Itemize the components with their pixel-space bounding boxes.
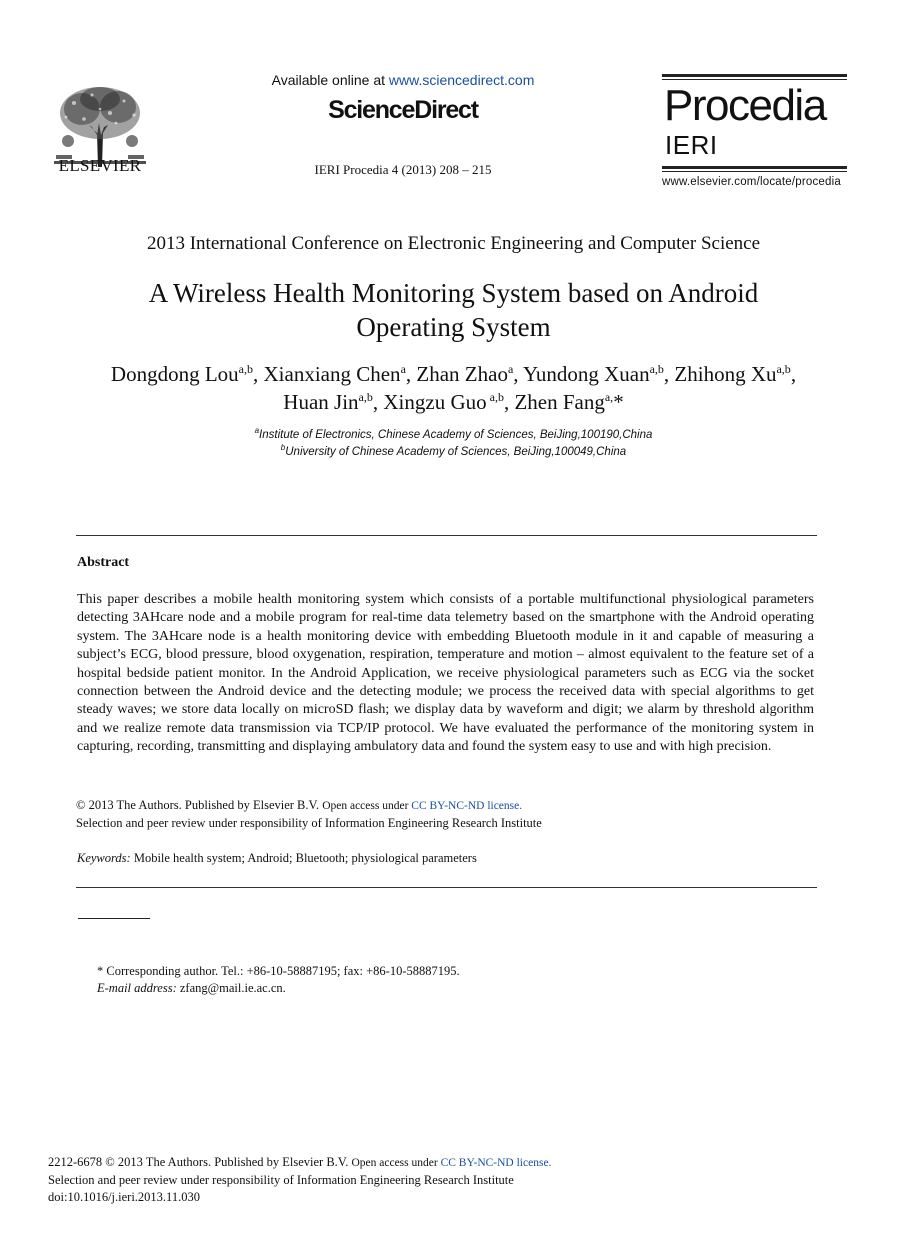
affiliation: $^a$Institute of Electronics, Chinese Academy of Sciences, BeiJing,100190,China	[254, 426, 653, 441]
paper-title	[90, 276, 817, 344]
available-prefix: Available online at	[271, 72, 389, 88]
issn-copyright: 2212-6678 © 2013 The Authors. Published by Elsevier B.V.	[48, 1155, 352, 1169]
divider	[76, 535, 817, 536]
copyright-notice	[76, 797, 816, 832]
ieri-logo-text: IERI	[665, 130, 718, 160]
footnote-contact: * Corresponding author. Tel.: +86-10-58887195; fax: +86-10-58887195.	[97, 964, 460, 978]
affiliations	[0, 427, 907, 461]
peer-review-text: Selection and peer review under responsibility of Information Engineering Research Institute	[76, 816, 542, 830]
keywords-text: Mobile health system; Android; Bluetooth; physiological parameters	[130, 851, 477, 865]
author: Zhan Zhao$^a$,	[416, 362, 523, 386]
abstract-text: This paper describes a mobile health monitoring system which consists of a portable multifunctional physiological parameters detecting 3AHcare node and a mobile program for real-time data telemetry based on the smartphone with the Android operating system. The 3AHcare node is a health monitoring device with embedding Bluetooth module in it and capable of measuring a subject’s ECG, blood pressure, blood oxygenation, respiration, temperature and motion – almost equivalent to the feature set of a hospital bedside patient monitor. In the Android Application, we receive physiological parameters such as ECG via the socket connection between the Android device and the detecting module; we process the received data with special algorithms to get steady waves; we store data locally on microSD flash; we display data by waveform and digit; we alarm by threshold algorithm and we realize remote data transmission via TCP/IP protocol. We have evaluated the performance of the monitoring system in capturing, recording, transmitting and displaying ambulatory data and found the system easy to use and with high precision.	[77, 592, 814, 755]
title-line-1: A Wireless Health Monitoring System based on Android	[148, 278, 759, 308]
footer-license-link[interactable]: CC BY-NC-ND license.	[440, 1157, 552, 1169]
footer-peer-review: Selection and peer review under responsibility of Information Engineering Research Institute	[48, 1173, 514, 1187]
author: Zhihong Xu$^{a,b}$,	[674, 362, 797, 386]
footnote-divider	[78, 918, 150, 919]
corresponding-author-footnote	[97, 963, 460, 996]
author: Huan Jin$^{a,b}$,	[283, 390, 384, 414]
affiliation: $^b$University of Chinese Academy of Sciences, BeiJing,100049,China	[280, 443, 627, 458]
author: Yundong Xuan$^{a,b}$,	[523, 362, 675, 386]
conference-name: 2013 International Conference on Electronic Engineering and Computer Science	[146, 233, 761, 254]
author: Dongdong Lou$^{a,b}$,	[110, 362, 264, 386]
procedia-logo	[662, 74, 847, 194]
abstract-heading: Abstract	[77, 555, 130, 570]
journal-url[interactable]: www.elsevier.com/locate/procedia	[662, 176, 841, 188]
author-list	[60, 360, 847, 416]
page-footer	[48, 1154, 868, 1206]
author: Xianxiang Chen$^a$,	[263, 362, 417, 386]
author: Xingzu Guo $^{a,b}$,	[383, 390, 515, 414]
publisher-name: ELSEVIER	[58, 156, 142, 175]
title-line-2: Operating System	[356, 312, 551, 342]
doi[interactable]: doi:10.1016/j.ieri.2013.11.030	[48, 1190, 200, 1204]
divider	[76, 887, 817, 888]
keywords-label: Keywords:	[77, 851, 131, 865]
footer-open-access: Open access under	[351, 1157, 441, 1169]
sciencedirect-logo: ScienceDirect	[328, 96, 478, 124]
open-access-text: Open access under	[322, 800, 412, 812]
copyright-text: © 2013 The Authors. Published by Elsevier B.V.	[76, 798, 323, 812]
sciencedirect-link[interactable]: www.sciencedirect.com	[388, 72, 535, 88]
available-online	[200, 72, 606, 88]
email-address[interactable]: zfang@mail.ie.ac.cn.	[176, 980, 286, 995]
license-link[interactable]: CC BY-NC-ND license.	[411, 800, 523, 812]
journal-reference: IERI Procedia 4 (2013) 208 – 215	[314, 162, 492, 177]
keywords	[77, 851, 477, 866]
email-label: E-mail address:	[97, 980, 177, 995]
procedia-logo-text: Procedia	[664, 81, 826, 130]
author: Zhen Fang$^{a,}$*	[514, 390, 624, 414]
